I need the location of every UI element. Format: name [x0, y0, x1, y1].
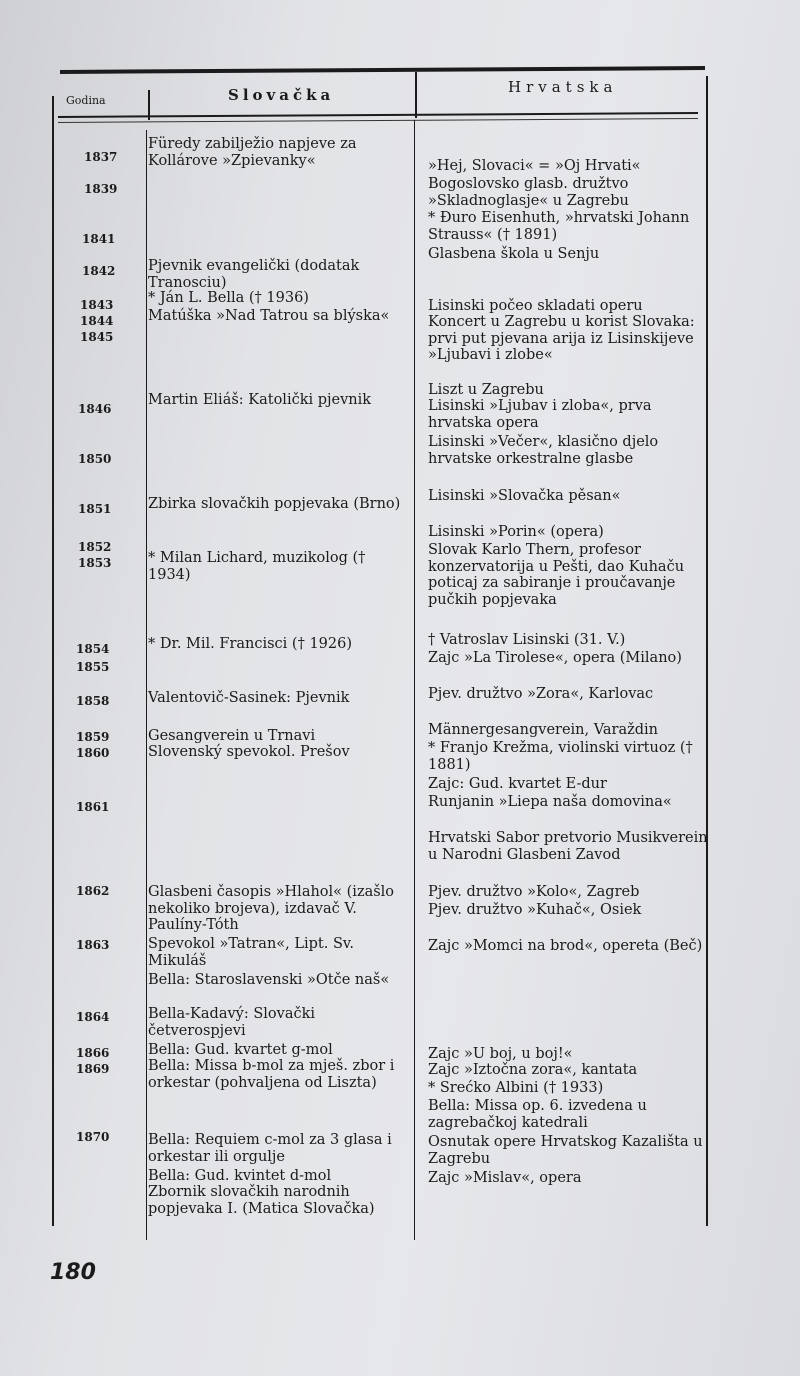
header-hrvatska: Hrvatska [508, 78, 618, 96]
year-label: 1843 [80, 298, 114, 312]
slovacka-entry: Bella: Requiem c-mol za 3 glasa i orkestar ili orgulje [148, 1132, 392, 1165]
hrvatska-entry: Liszt u Zagrebu [428, 382, 544, 398]
slovacka-entry: Bella: Staroslavenski »Otče naš« [148, 972, 390, 988]
slovacka-entry: Zbornik slovačkih narodnih popjevaka I. (Matica Slovačka) [148, 1184, 375, 1217]
year-label: 1870 [76, 1130, 110, 1144]
year-label: 1869 [76, 1062, 110, 1076]
hrvatska-entry: Koncert u Zagrebu u korist Slovaka: prvi put pjevana arija iz Lisinskijeve »Ljubavi i zlobe« [428, 314, 695, 363]
slovacka-entry: Spevokol »Tatran«, Lipt. Sv. Mikuláš [148, 936, 354, 969]
hrvatska-entry: Lisinski počeo skladati operu [428, 298, 643, 314]
slovacka-entry: Bella: Gud. kvartet g-mol [148, 1042, 333, 1058]
slovacka-entry: Glasbeni časopis »Hlahol« (izašlo nekoliko brojeva), izdavač V. Paulíny-Tóth [148, 884, 395, 933]
hrvatska-entry: * Đuro Eisenhuth, »hrvatski Johann Strauss« († 1891) [428, 210, 690, 243]
hrvatska-entry: Zajc »Momci na brod«, opereta (Beč) [428, 938, 703, 954]
year-label: 1850 [78, 452, 112, 466]
year-label: 1837 [84, 150, 118, 164]
hrvatska-entry: Slovak Karlo Thern, profesor konzervatorija u Pešti, dao Kuhaču poticaj za sabiranje i proučavanje pučkih popjevaka [428, 542, 685, 608]
hrvatska-entry: Zajc »La Tirolese«, opera (Milano) [428, 650, 682, 666]
year-label: 1853 [78, 556, 112, 570]
slovacka-entry: Gesangverein u Trnavi [148, 728, 316, 744]
year-label: 1839 [84, 182, 118, 196]
hrvatska-entry: Lisinski »Ljubav i zloba«, prva hrvatska opera [428, 398, 652, 431]
column-divider-center-header [415, 72, 417, 118]
year-label: 1860 [76, 746, 110, 760]
slovacka-entry: Pjevnik evangelički (dodatak Tranosciu) [148, 258, 360, 291]
hrvatska-entry: Zajc »Mislav«, opera [428, 1170, 582, 1186]
page-number: 180 [50, 1260, 96, 1285]
hrvatska-entry: Pjev. družtvo »Zora«, Karlovac [428, 686, 654, 702]
hrvatska-entry: Zajc: Gud. kvartet E-dur [428, 776, 607, 792]
year-label: 1866 [76, 1046, 110, 1060]
hrvatska-entry: »Hej, Slovaci« = »Oj Hrvati« [428, 158, 641, 174]
year-label: 1859 [76, 730, 110, 744]
year-label: 1855 [76, 660, 110, 674]
year-label: 1852 [78, 540, 112, 554]
slovacka-entry: Bella-Kadavý: Slovački četverospjevi [148, 1006, 316, 1039]
slovacka-entry: * Ján L. Bella († 1936) [148, 290, 309, 306]
hrvatska-entry: Bogoslovsko glasb. družtvo »Skladnoglasje« u Zagrebu [428, 176, 629, 209]
year-label: 1844 [80, 314, 114, 328]
year-label: 1854 [76, 642, 110, 656]
year-label: 1861 [76, 800, 110, 814]
column-divider-year [146, 130, 147, 1240]
slovacka-entry: Füredy zabilježio napjeve za Kollárove »Zpievanky« [148, 136, 357, 169]
slovacka-entry: Slovenský spevokol. Prešov [148, 744, 350, 760]
year-label: 1863 [76, 938, 110, 952]
column-divider-year-header [148, 90, 150, 120]
header-godina: Godina [66, 94, 106, 107]
hrvatska-entry: Männergesangverein, Varaždin [428, 722, 658, 738]
slovacka-entry: Zbirka slovačkih popjevaka (Brno) [148, 496, 401, 512]
hrvatska-entry: Pjev. družtvo »Kolo«, Zagreb [428, 884, 640, 900]
table-header-rule-thin [58, 118, 698, 123]
year-label: 1842 [82, 264, 116, 278]
hrvatska-entry: † Vatroslav Lisinski (31. V.) [428, 632, 626, 648]
slovacka-entry: Valentovič-Sasinek: Pjevnik [148, 690, 350, 706]
hrvatska-entry: Osnutak opere Hrvatskog Kazališta u Zagrebu [428, 1134, 703, 1167]
year-label: 1864 [76, 1010, 110, 1024]
year-label: 1841 [82, 232, 116, 246]
slovacka-entry: Bella: Missa b-mol za mješ. zbor i orkestar (pohvaljena od Liszta) [148, 1058, 395, 1091]
hrvatska-entry: Runjanin »Liepa naša domovina« [428, 794, 672, 810]
hrvatska-entry: Zajc »U boj, u boj!« [428, 1046, 573, 1062]
hrvatska-entry: Pjev. družtvo »Kuhač«, Osiek [428, 902, 642, 918]
hrvatska-entry: Hrvatski Sabor pretvorio Musikverein u Narodni Glasbeni Zavod [428, 830, 708, 863]
hrvatska-entry: Glasbena škola u Senju [428, 246, 600, 262]
hrvatska-entry: Lisinski »Porin« (opera) [428, 524, 604, 540]
hrvatska-entry: Lisinski »Slovačka pěsan« [428, 488, 621, 504]
hrvatska-entry: Bella: Missa op. 6. izvedena u zagrebačkoj katedrali [428, 1098, 647, 1131]
column-divider-center [414, 120, 415, 1240]
year-label: 1858 [76, 694, 110, 708]
table-top-rule [60, 66, 705, 74]
hrvatska-entry: Lisinski »Večer«, klasično djelo hrvatske orkestralne glasbe [428, 434, 659, 467]
year-label: 1846 [78, 402, 112, 416]
year-label: 1851 [78, 502, 112, 516]
slovacka-entry: Bella: Gud. kvintet d-mol [148, 1168, 332, 1184]
year-label: 1862 [76, 884, 110, 898]
hrvatska-entry: * Srećko Albini († 1933) [428, 1080, 604, 1096]
slovacka-entry: * Milan Lichard, muzikolog († 1934) [148, 550, 366, 583]
header-slovacka: Slovačka [228, 86, 335, 104]
hrvatska-entry: * Franjo Krežma, violinski virtuoz († 1881) [428, 740, 693, 773]
slovacka-entry: * Dr. Mil. Francisci († 1926) [148, 636, 352, 652]
slovacka-entry: Martin Eliáš: Katolički pjevnik [148, 392, 372, 408]
table-header-rule [58, 112, 698, 118]
slovacka-entry: Matúška »Nad Tatrou sa blýska« [148, 308, 390, 324]
hrvatska-entry: Zajc »Iztočna zora«, kantata [428, 1062, 638, 1078]
table-left-border [52, 96, 54, 1226]
year-label: 1845 [80, 330, 114, 344]
